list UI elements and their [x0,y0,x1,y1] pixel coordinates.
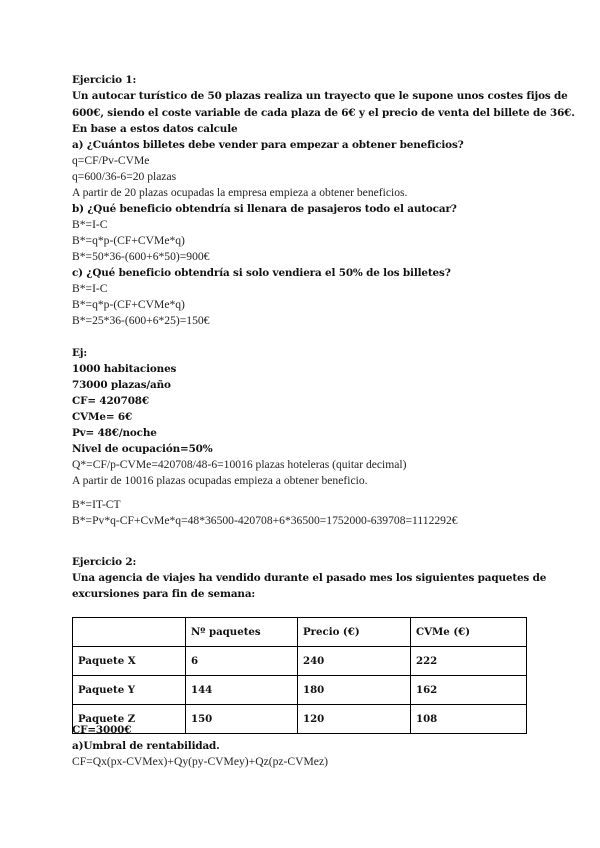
table-cell: Paquete Y [73,676,186,705]
example-line: Q*=CF/p-CVMe=420708/48-6=10016 plazas hoteleras (quitar decimal) [72,458,407,471]
example-line: A partir de 10016 plazas ocupadas empieza a obtener beneficio. [72,474,368,487]
table-cell: 222 [411,647,527,676]
formula-line: CF=Qx(px-CVMex)+Qy(py-CVMey)+Qz(pz-CVMez) [72,755,328,768]
table-cell: Paquete X [73,647,186,676]
table-header-cell: Precio (€) [298,618,411,647]
table-cell: 108 [411,705,527,734]
exercise-1-statement-line: Un autocar turístico de 50 plazas realiza un trayecto que le supone unos costes fijos de [72,90,568,102]
table-cell: 180 [298,676,411,705]
exercise-1-statement-line: 600€, siendo el coste variable de cada plaza de 6€ y el precio de venta del billete de 36€. [72,107,575,119]
answer-b-line: B*=I-C [72,218,108,231]
example-fact: CVMe= 6€ [72,411,133,423]
answer-a-line: q=600/36-6=20 plazas [72,170,177,183]
table-row [73,705,527,734]
question-a: a) ¿Cuántos billetes debe vender para empezar a obtener beneficios? [72,139,464,151]
exercise-2-statement-line: excursiones para fin de semana: [72,588,256,600]
question-a: a)Umbral de rentabilidad. [72,740,220,752]
answer-b-line: B*=q*p-(CF+CVMe*q) [72,234,185,247]
question-c: c) ¿Qué beneficio obtendría si solo vendiera el 50% de los billetes? [72,267,451,279]
table-header-cell: Nº paquetes [186,618,298,647]
example-line: B*=Pv*q-CF+CvMe*q=48*36500-420708+6*36500=1752000-639708=1112292€ [72,514,458,527]
answer-c-line: B*=q*p-(CF+CVMe*q) [72,298,185,311]
question-b: b) ¿Qué beneficio obtendría si llenara de pasajeros todo el autocar? [72,203,457,215]
example-fact: Pv= 48€/noche [72,427,157,439]
example-fact: 1000 habitaciones [72,363,177,375]
answer-a-line: q=CF/Pv-CVMe [72,154,150,167]
answer-b-line: B*=50*36-(600+6*50)=900€ [72,250,210,263]
example-fact: CF= 420708€ [72,395,149,407]
table-row [73,676,527,705]
answer-a-line: A partir de 20 plazas ocupadas la empresa empieza a obtener beneficios. [72,186,408,199]
table-header-row [73,618,527,647]
example-title: Ej: [72,347,88,359]
table-header-cell: CVMe (€) [411,618,527,647]
exercise-2-statement-line: Una agencia de viajes ha vendido durante el pasado mes los siguientes paquetes de [72,572,547,584]
example-fact: 73000 plazas/año [72,379,171,391]
table-cell: 162 [411,676,527,705]
table-cell: 144 [186,676,298,705]
example-line: B*=IT-CT [72,498,121,511]
exercise-2-title: Ejercicio 2: [72,556,137,568]
table-cell: 120 [298,705,411,734]
answer-c-line: B*=25*36-(600+6*25)=150€ [72,314,210,327]
exercise-1-statement-line: En base a estos datos calcule [72,123,238,135]
table-cell: 6 [186,647,298,676]
answer-c-line: B*=I-C [72,282,108,295]
example-fact: Nivel de ocupación=50% [72,443,213,455]
exercise-1-title: Ejercicio 1: [72,74,137,86]
table-cell: 150 [186,705,298,734]
table-cell: Paquete Z [73,705,186,734]
packages-table [72,617,527,734]
table-header-cell [73,618,186,647]
fixed-costs: CF=3000€ [72,724,132,736]
table-row [73,647,527,676]
table-cell: 240 [298,647,411,676]
